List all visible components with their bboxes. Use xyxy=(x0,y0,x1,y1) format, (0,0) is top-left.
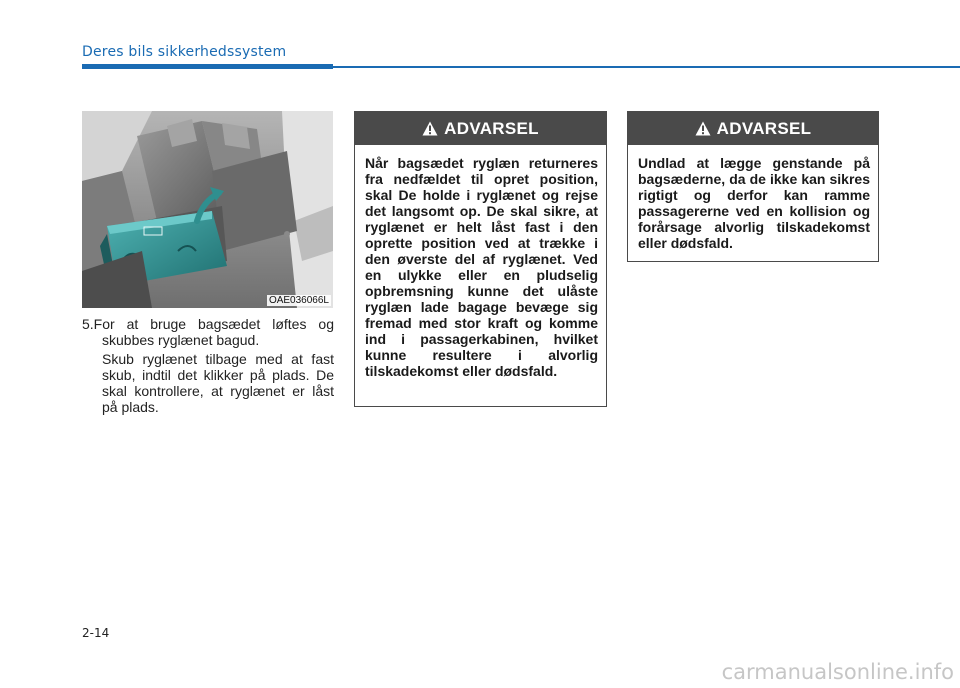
warning-header-1 xyxy=(355,112,606,145)
warning-box-2 xyxy=(627,111,879,262)
rear-seat-illustration xyxy=(82,111,333,308)
warning-text-2: Undlad at lægge genstande på bagsæderne, da de ikke kan sikres rigtigt og derfor kan ramme passagererne ved en kollision og forårsage alvorlig tilskadekomst eller dødsfald. xyxy=(638,155,870,251)
watermark: carmanualsonline.info xyxy=(721,660,954,684)
header-rule-thin xyxy=(333,66,960,68)
warning-box-1 xyxy=(354,111,607,407)
rear-seat-photo xyxy=(82,111,333,308)
instruction-continuation: Skub ryglænet tilbage med at fast skub, indtil det klikker på plads. De skal kontrollere, at ryglænet er låst på plads. xyxy=(102,351,334,415)
warning-triangle-icon xyxy=(695,121,711,136)
instruction-step: 5.For at bruge bagsædet løftes og skubbes ryglænet bagud. xyxy=(82,316,334,348)
warning-text-1: Når bagsædet ryglæn returneres fra nedfældet til opret position, skal De holde i ryglænet og rejse det langsomt op. De skal sikre, at ryglænet er helt låst fast i den oprette position ved at trække i den øverste del af ryglænet. Ved en ulykke eller en pludselig opbremsning kunne det ulåste ryglæn lade bagage bevæge sig fremad med stor kraft og komme ind i passagerkabinen, hvilket kunne resultere i alvorlig tilskadekomst eller dødsfald. xyxy=(365,155,598,379)
warning-title-1: ADVARSEL xyxy=(444,118,539,138)
warning-title-2: ADVARSEL xyxy=(716,118,812,138)
warning-header-2 xyxy=(628,112,878,145)
figure-code: OAE036066L xyxy=(268,295,329,306)
section-title: Deres bils sikkerhedssystem xyxy=(82,44,287,60)
warning-triangle-icon xyxy=(422,121,438,136)
instruction-text xyxy=(82,316,334,415)
page-number: 2-14 xyxy=(82,626,110,640)
header-rule-thick xyxy=(82,64,333,69)
